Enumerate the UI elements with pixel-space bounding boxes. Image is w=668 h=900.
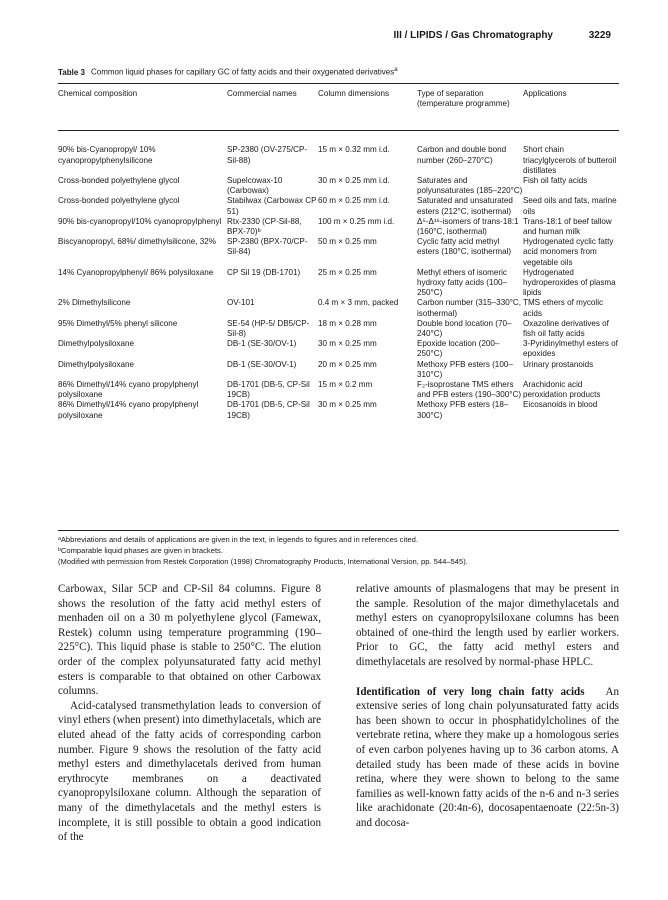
table-cell: Methoxy PFB esters (100–310°C) (417, 359, 513, 379)
table-row (58, 339, 619, 359)
table-row (58, 176, 619, 196)
table-cell: 30 m × 0.25 mm i.d. (318, 176, 390, 186)
table-cell: CP Sil 19 (DB-1701) (227, 267, 301, 277)
table-cell: 0.4 m × 3 mm, packed (318, 298, 399, 308)
table-cell: Saturated and unsaturated esters (212°C, isothermal) (417, 196, 513, 216)
table-cell: Oxazoline derivatives of fish oil fatty acids (523, 318, 609, 339)
table-cell: 30 m × 0.25 mm (318, 339, 377, 349)
table-cell: Double bond location (70–240°C) (417, 318, 512, 339)
table-top-rule (58, 83, 619, 84)
table-cell: Supelcowax-10 (Carbowax) (227, 176, 283, 196)
table-cell: Δ⁵-Δ¹⁶-isomers of trans-18:1 (160°C, isothermal) (417, 216, 519, 237)
table-cell: Seed oils and fats, marine oils (523, 196, 617, 216)
table-label: Table 3 (58, 67, 85, 77)
paragraph-text: An extensive series of long chain polyunsaturated fatty acids has been shown to occur in phosphatidylcholines of the vertebrate retina, where they make up a homologous series of even carbon polyenes having up to 36 carbon atoms. A detailed study has been made of these acids in bovine retina, where they were shown to belong to the same families as well-known fatty acids of the n-6 and n-3 series like arachidonate (20:4n-6), docosapentaenoate (22:5n-3) and docosa- (356, 685, 619, 829)
table-cell: Rtx-2330 (CP-Sil-88, BPX-70)ᵇ (227, 216, 302, 237)
table-cell: Eicosanoids in blood (523, 400, 598, 410)
table-cell: Arachidonic acid peroxidation products (523, 380, 601, 400)
table-cell: Dimethylpolysiloxane (58, 359, 135, 369)
section-subheading: Identification of very long chain fatty acids (356, 685, 585, 698)
table-footnote: ᵃAbbreviations and details of applications are given in the text, in legends to figures and in references cited. (58, 535, 418, 544)
column-header: Type of separation (temperature programme) (417, 89, 510, 109)
table-cell: Saturates and polyunsaturates (185–220°C) (417, 176, 523, 196)
table-row (58, 360, 619, 380)
table-cell: SE-54 (HP-5/ DB5/CP-Sil-8) (227, 318, 310, 339)
table-cell: 86% Dimethyl/14% cyano propylphenyl polysiloxane (58, 380, 199, 400)
table-cell: 15 m × 0.2 mm (318, 380, 373, 390)
table-cell: Epoxide location (200–250°C) (417, 339, 500, 359)
table-caption-text: Common liquid phases for capillary GC of fatty acids and their oxygenated derivatives (90, 67, 395, 77)
table-cell: Cross-bonded polyethylene glycol (58, 176, 180, 186)
table-cell: Hydrogenated hydroperoxides of plasma lipids (523, 267, 616, 298)
table-cell: Biscyanopropyl, 68%/ dimethylsilicone, 32% (58, 237, 216, 247)
running-header (58, 30, 611, 46)
table-cell: DB-1 (SE-30/OV-1) (227, 339, 297, 349)
table-cell: 14% Cyanopropylphenyl/ 86% polysiloxane (58, 267, 214, 277)
paragraph: Acid-catalysed transmethylation leads to conversion of vinyl ethers (when present) into dimethylacetals, which are eluted ahead of the fatty acids of corresponding carbon number. Figure 9 shows the resolution of the fatty acid methyl esters and dimethylacetals derived from human erythrocyte membranes on a deactivated cyanopropylsiloxane column. Although the separation of many of the dimethylacetals and the methyl esters is incomplete, it is still possible to obtain a good indication of the (58, 699, 321, 844)
table-cell: 25 m × 0.25 mm (318, 267, 377, 277)
table-cell: Stabilwax (Carbowax CP 51) (227, 196, 317, 216)
table-bottom-rule (58, 530, 619, 531)
page-number: 3229 (588, 30, 611, 41)
table-cell: 3-Pyridinylmethyl esters of epoxides (523, 339, 618, 359)
liquid-phases-table (58, 89, 619, 421)
table-cell: OV-101 (227, 298, 255, 308)
body-column-right (356, 582, 619, 831)
table-footnote: (Modified with permission from Restek Corporation (1998) Chromatography Products, International Version, pp. 544–545). (58, 557, 468, 566)
table-cell: Carbon and double bond number (260–270°C) (417, 145, 507, 165)
table-cell: Dimethylpolysiloxane (58, 339, 135, 349)
table-footnotes (58, 534, 619, 567)
paragraph-spacer (356, 670, 619, 685)
table-row (58, 131, 619, 176)
table-row (58, 268, 619, 299)
paragraph: Carbowax, Silar 5CP and CP-Sil 84 columns. Figure 8 shows the resolution of the fatty acid methyl esters of menhaden oil on a 30 m polyethylene glycol (Famewax, Restek) column using temperature programming (190–225°C). This liquid phase is stable to 250°C. The elution order of the complex polyunsaturated fatty acid methyl esters is comparable to that obtained on other Carbowax columns. (58, 583, 321, 698)
paragraph (356, 685, 619, 831)
table-cell: 18 m × 0.28 mm (318, 318, 377, 328)
table-cell: 90% bis-cyanopropyl/10% cyanopropylphenyl (58, 216, 222, 226)
table-cell: Fish oil fatty acids (523, 176, 588, 186)
table-cell: 95% Dimethyl/5% phenyl silicone (58, 318, 178, 328)
table-cell: DB-1 (SE-30/OV-1) (227, 359, 297, 369)
table-cell: 20 m × 0.25 mm (318, 359, 377, 369)
table-cell: TMS ethers of mycolic acids (523, 298, 604, 318)
table-caption (58, 67, 618, 77)
table-cell: Urinary prostanoids (523, 359, 594, 369)
table-cell: Methyl ethers of isomeric hydroxy fatty acids (100–250°C) (417, 267, 507, 298)
table-cell: 15 m × 0.32 mm i.d. (318, 145, 390, 155)
column-header: Applications (523, 89, 567, 98)
table-cell: SP-2380 (BPX-70/CP-Sil-84) (227, 237, 308, 257)
table-cell: Short chain triacylglycerols of butteroil distillates (523, 145, 617, 175)
table-cell: 100 m × 0.25 mm i.d. (318, 216, 395, 226)
table-cell: 90% bis-Cyanopropyl/ 10% cyanopropylphenylsilicone (58, 145, 156, 165)
table-row (58, 237, 619, 268)
table-cell: Methoxy PFB esters (18–300°C) (417, 400, 509, 420)
column-header: Column dimensions (318, 89, 390, 98)
column-header: Commercial names (227, 89, 297, 98)
table-cell: DB-1701 (DB-5, CP-Sil 19CB) (227, 380, 310, 400)
table-cell: 2% Dimethylsilicone (58, 298, 131, 308)
table-cell: Cross-bonded polyethylene glycol (58, 196, 180, 206)
table-row (58, 380, 619, 400)
table-cell: DB-1701 (DB-5, CP-Sil 19CB) (227, 400, 310, 420)
table-row (58, 217, 619, 237)
table-row (58, 196, 619, 216)
table-cell: 60 m × 0.25 mm i.d. (318, 196, 390, 206)
column-header: Chemical composition (58, 89, 138, 98)
table-row (58, 319, 619, 339)
table-cell: Trans-18:1 of beef tallow and human milk (523, 216, 612, 237)
table-caption-note: a (394, 67, 398, 73)
paragraph: relative amounts of plasmalogens that may be present in the sample. Resolution of the major dimethylacetals and methyl esters on cyanopropylsiloxane columns has been obtained of one-third the length used by earlier workers. Prior to GC, the fatty acid methyl esters and dimethylacetals are resolved by normal-phase HPLC. (356, 583, 619, 668)
table-footnote: ᵇComparable liquid phases are given in brackets. (58, 546, 223, 555)
table-cell: Cyclic fatty acid methyl esters (180°C, isothermal) (417, 237, 512, 257)
table-cell: SP-2380 (OV-275/CP-Sil-88) (227, 145, 308, 165)
table-cell: Carbon number (315–330°C, isothermal) (417, 298, 522, 318)
table-cell: 86% Dimethyl/14% cyano propylphenyl polysiloxane (58, 400, 199, 420)
table-cell: 30 m × 0.25 mm (318, 400, 377, 410)
table-row (58, 298, 619, 318)
table-row (58, 400, 619, 420)
table-header-row (58, 89, 619, 131)
table-cell: Hydrogenated cyclic fatty acid monomers from vegetable oils (523, 237, 614, 267)
running-title: III / LIPIDS / Gas Chromatography (393, 30, 553, 41)
table-cell: 50 m × 0.25 mm (318, 237, 377, 247)
body-column-left (58, 582, 321, 845)
table-cell: F₂-isoprostane TMS ethers and PFB esters (190–300°C) (417, 380, 522, 400)
